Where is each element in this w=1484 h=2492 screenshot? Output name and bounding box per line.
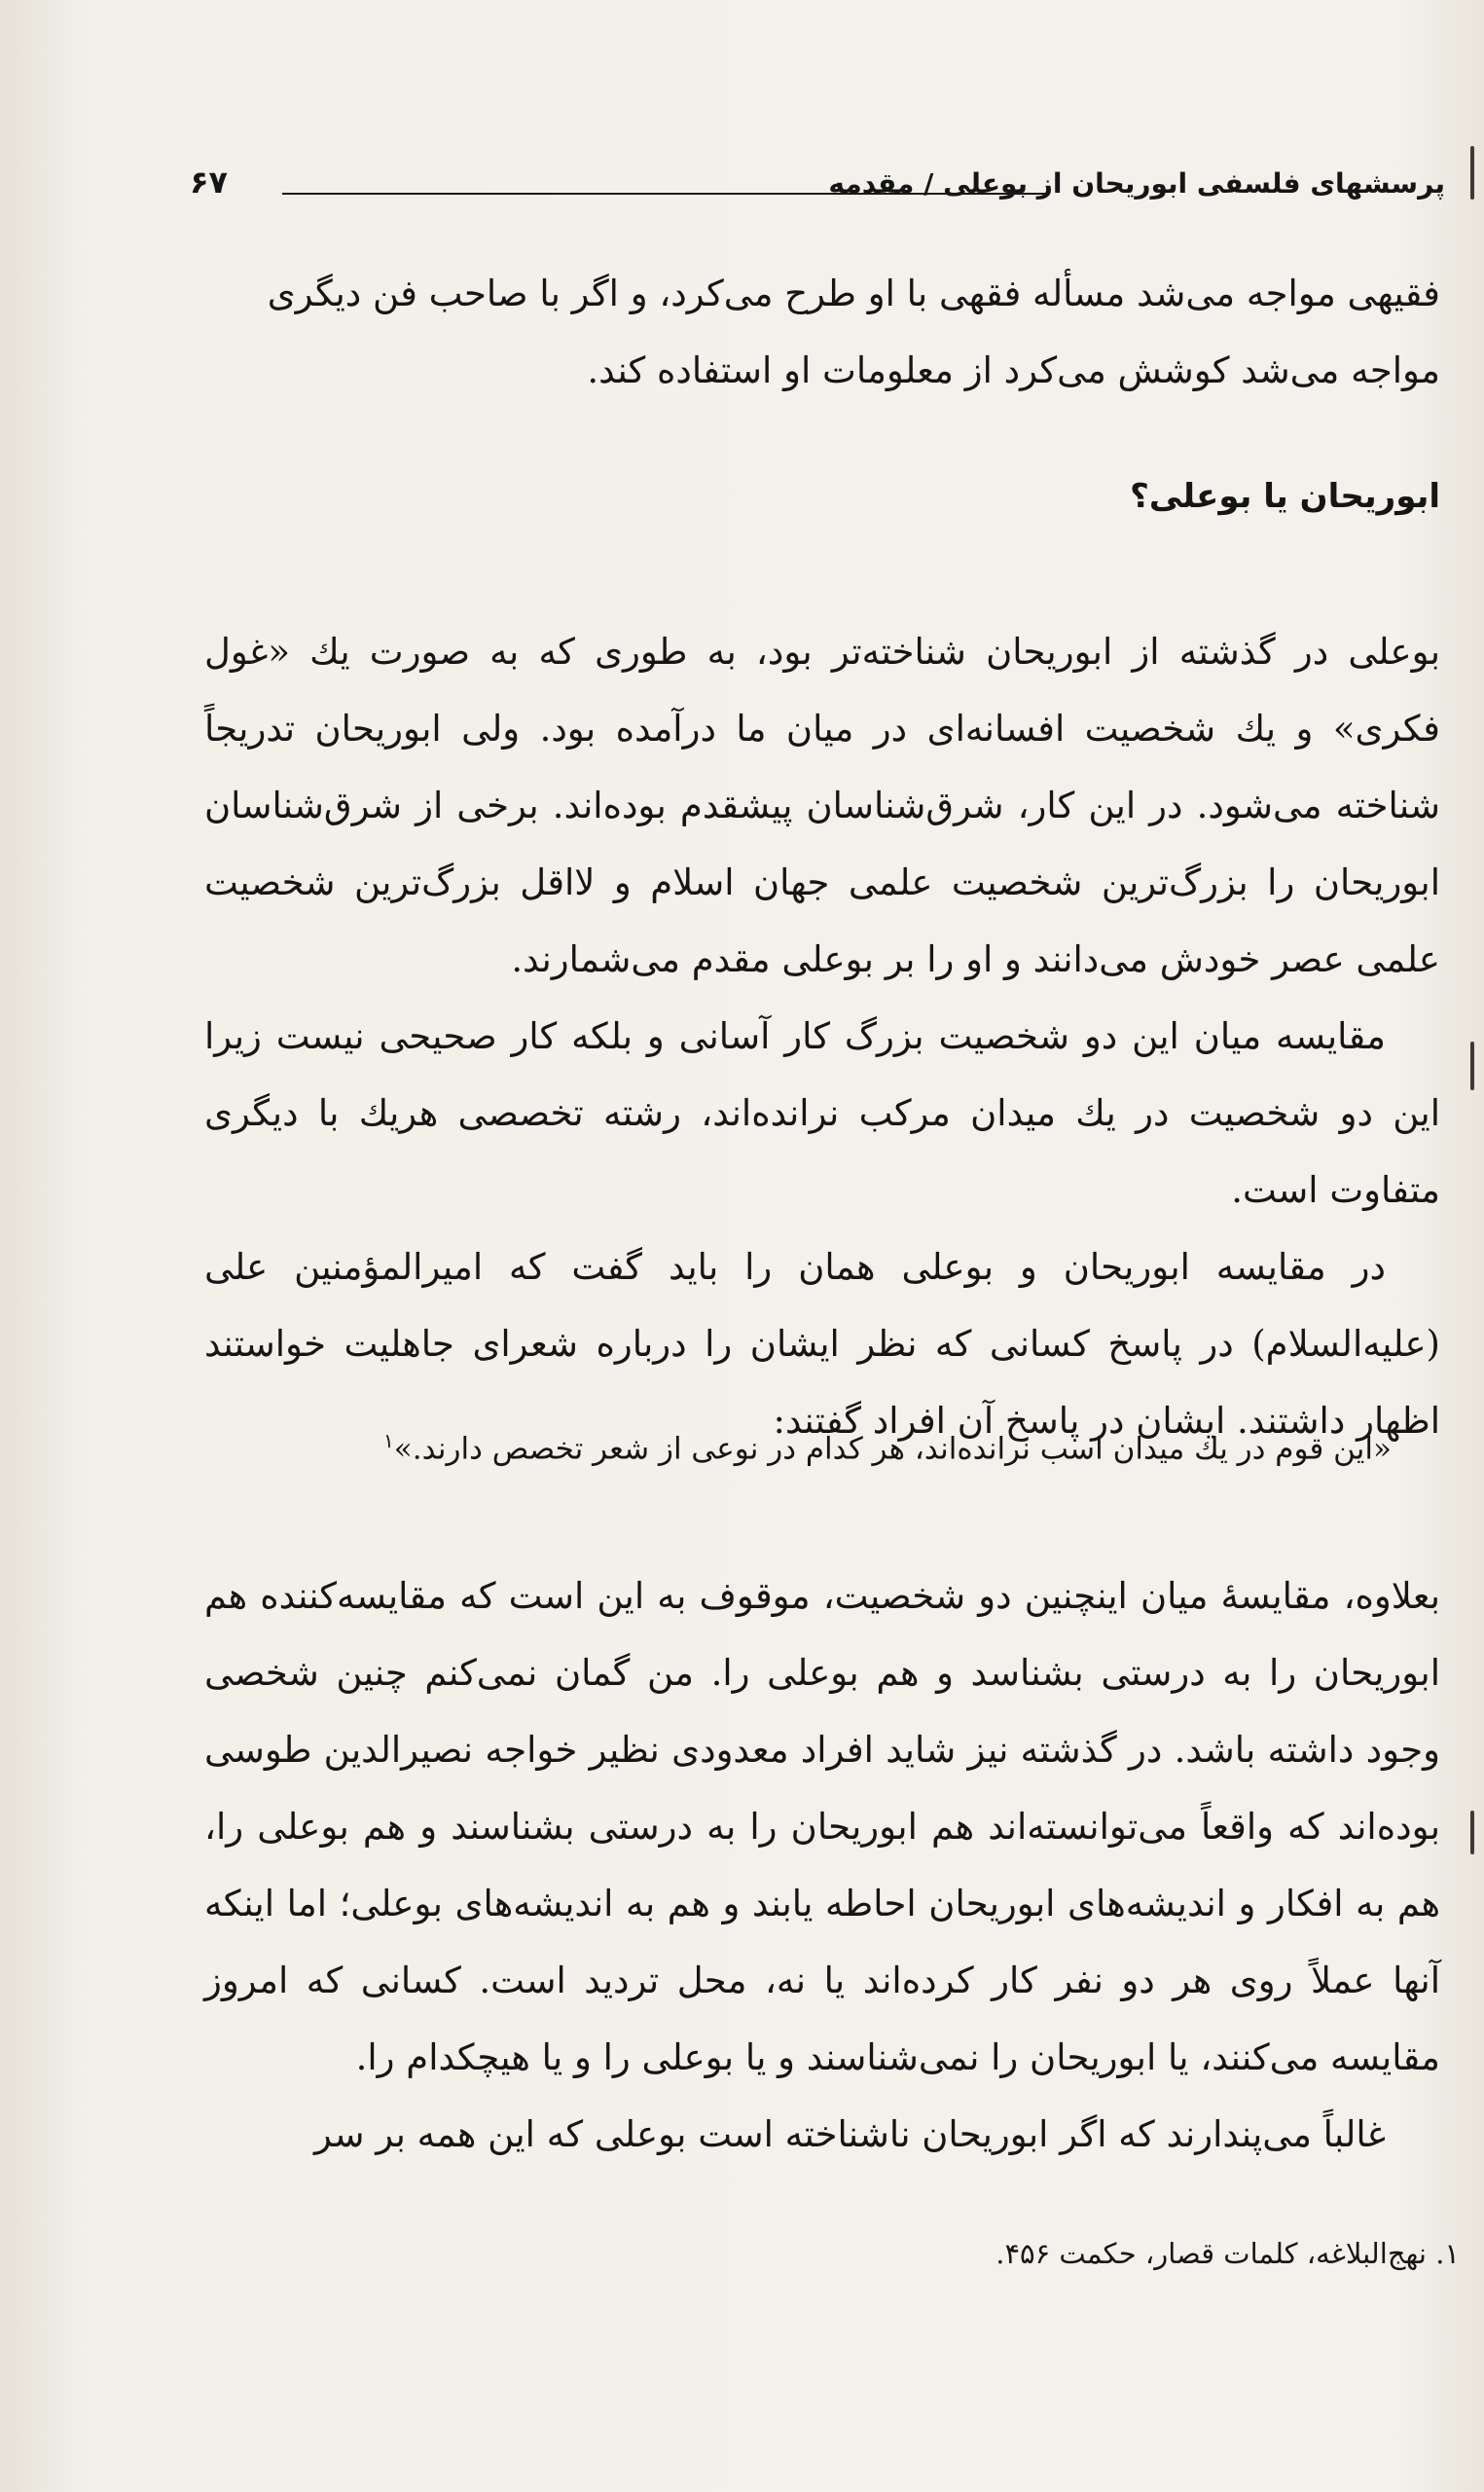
running-head-title: پرسشهای فلسفی ابوریحان از بوعلی / مقدمه <box>828 167 1445 200</box>
text-line: مواجه می‌شد کوشش می‌کرد از معلومات او استفاده کند. <box>587 349 1440 391</box>
page-number: ۶۷ <box>190 164 229 201</box>
intro-text <box>204 255 1440 409</box>
footnote <box>292 2229 1460 2278</box>
running-head-rule <box>282 193 1046 195</box>
body-text-a <box>204 613 1440 1459</box>
body-text-b <box>204 1558 1440 2173</box>
running-head <box>190 156 1445 224</box>
page-edge-mark <box>1470 1042 1474 1090</box>
page-edge-mark <box>1470 146 1474 200</box>
text-line: فقیهی مواجه می‌شد مسأله فقهی با او طرح می‌کرد، و اگر با صاحب فن دیگری <box>267 273 1440 314</box>
paragraph: بعلاوه، مقایسهٔ میان اینچنین دو شخصیت، موقوف به این است که مقایسه‌کننده هم ابوریحان را به درستی بشناسد و هم بوعلی را. من گمان نمی‌کنم چنین شخصی وجود داشته باشد. در گذشته نیز شاید افراد معدودی نظیر خواجه نصیرالدین طوسی بوده‌اند که واقعاً می‌توانسته‌اند هم ابوریحان را به درستی بشناسند و هم بوعلی را، هم به افکار و اندیشه‌های ابوریحان احاطه یابند و هم به اندیشه‌های بوعلی؛ اما اینکه آنها عملاً روی هر دو نفر کار کرده‌اند یا نه، محل تردید است. کسانی که امروز مقایسه می‌کنند، یا ابوریحان را نمی‌شناسند و یا بوعلی را و یا هیچکدام را. <box>204 1575 1440 2078</box>
section-heading: ابوریحان یا بوعلی؟ <box>1130 477 1440 516</box>
quotation-text: «این قوم در یك میدان اسب نرانده‌اند، هر کدام در نوعی از شعر تخصص دارند.» <box>393 1431 1392 1467</box>
paragraph: مقایسه میان این دو شخصیت بزرگ کار آسانی و بلکه کار صحیحی نیست زیرا این دو شخصیت در یك میدان مرکب نرانده‌اند، رشته تخصصی هریك با دیگری متفاوت است. <box>204 1015 1440 1211</box>
paragraph: در مقایسه ابوریحان و بوعلی همان را باید گفت که امیرالمؤمنین علی (علیه‌السلام) در پاسخ کسانی که نظر ایشان را درباره شعرای جاهلیت خواستند اظهار داشتند. ایشان در پاسخ آن افراد گفتند: <box>204 1246 1440 1442</box>
paragraph: بوعلی در گذشته از ابوریحان شناخته‌تر بود، به طوری که به صورت یك «غول فکری» و یك شخصیت افسانه‌ای در میان ما درآمده بود. ولی ابوریحان تدریجاً شناخته می‌شود. در این کار، شرق‌شناسان پیشقدم بوده‌اند. برخی از شرق‌شناسان ابوریحان را بزرگ‌ترین شخصیت علمی جهان اسلام و لااقل بزرگ‌ترین شخصیت علمی عصر خودش می‌دانند و او را بر بوعلی مقدم می‌شمارند. <box>204 631 1440 980</box>
page-edge-mark <box>1470 1811 1474 1854</box>
footnote-marker: ۱ <box>383 1429 394 1452</box>
paragraph: غالباً می‌پندارند که اگر ابوریحان ناشناخته است بوعلی که این همه بر سر <box>314 2113 1386 2155</box>
footnote-text: نهج‌البلاغه، کلمات قصار، حکمت ۴۵۶. <box>995 2237 1427 2270</box>
footnote-number: ۱. <box>1435 2237 1460 2270</box>
quotation <box>224 1416 1392 1473</box>
